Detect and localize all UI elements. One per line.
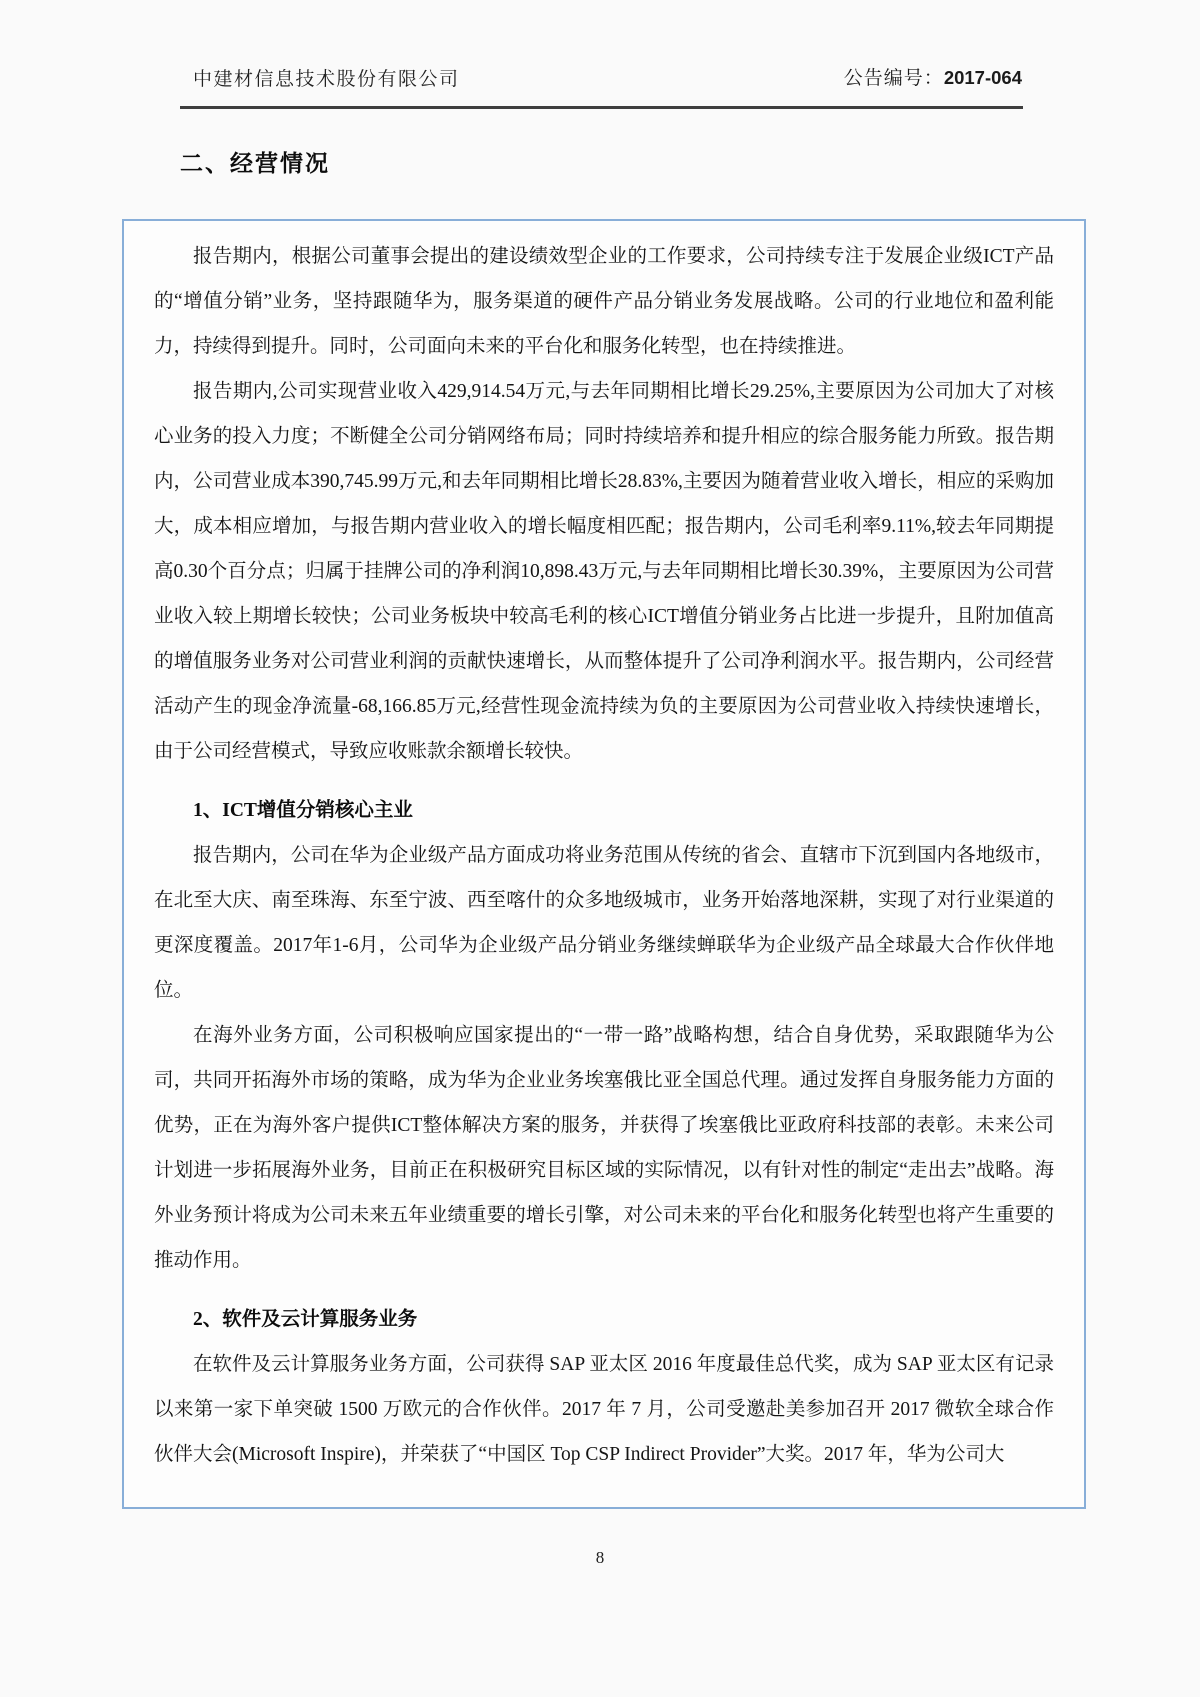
subsection-heading-software-cloud: 2、软件及云计算服务业务 (193, 1309, 418, 1330)
section-title: 二、经营情况 (180, 150, 330, 176)
header-company-name: 中建材信息技术股份有限公司 (193, 69, 460, 90)
paragraph-overview: 报告期内，根据公司董事会提出的建设绩效型企业的工作要求，公司持续专注于发展企业级ICT产品的“增值分销”业务，坚持跟随华为，服务渠道的硬件产品分销业务发展战略。公司的行业地位和盈利能力，持续得到提升。同时，公司面向未来的平台化和服务化转型，也在持续推进。 (154, 246, 1054, 357)
paragraph-financials: 报告期内,公司实现营业收入429,914.54万元,与去年同期相比增长29.25%,主要原因为公司加大了对核心业务的投入力度；不断健全公司分销网络布局；同时持续培养和提升相应的综合服务能力所致。报告期内，公司营业成本390,745.99万元,和去年同期相比增长28.83%,主要因为随着营业收入增长，相应的采购加大，成本相应增加，与报告期内营业收入的增长幅度相匹配；报告期内，公司毛利率9.11%,较去年同期提高0.30个百分点；归属于挂牌公司的净利润10,898.43万元,与去年同期相比增长30.39%，主要原因为公司营业收入较上期增长较快；公司业务板块中较高毛利的核心ICT增值分销业务占比进一步提升，且附加值高的增值服务业务对公司营业利润的贡献快速增长，从而整体提升了公司净利润水平。报告期内，公司经营活动产生的现金净流量-68,166.85万元,经营性现金流持续为负的主要原因为公司营业收入持续快速增长，由于公司经营模式，导致应收账款余额增长较快。 (154, 381, 1054, 762)
paragraph-ict-domestic: 报告期内，公司在华为企业级产品方面成功将业务范围从传统的省会、直辖市下沉到国内各地级市，在北至大庆、南至珠海、东至宁波、西至喀什的众多地级城市，业务开始落地深耕，实现了对行业渠道的更深度覆盖。2017年1-6月，公司华为企业级产品分销业务继续蝉联华为企业级产品全球最大合作伙伴地位。 (154, 845, 1054, 1001)
paragraph-overseas: 在海外业务方面，公司积极响应国家提出的“一带一路”战略构想，结合自身优势，采取跟随华为公司，共同开拓海外市场的策略，成为华为企业业务埃塞俄比亚全国总代理。通过发挥自身服务能力方面的优势，正在为海外客户提供ICT整体解决方案的服务，并获得了埃塞俄比亚政府科技部的表彰。未来公司计划进一步拓展海外业务，目前正在积极研究目标区域的实际情况，以有针对性的制定“走出去”战略。海外业务预计将成为公司未来五年业绩重要的增长引擎，对公司未来的平台化和服务化转型也将产生重要的推动作用。 (154, 1025, 1054, 1271)
header-notice (844, 63, 1022, 90)
subsection-heading-ict: 1、ICT增值分销核心主业 (193, 800, 413, 821)
content-text-box (122, 219, 1086, 1509)
notice-label: 公告编号： (843, 68, 944, 89)
notice-number: 2017-064 (943, 67, 1022, 88)
paragraph-software-cloud: 在软件及云计算服务业务方面，公司获得 SAP 亚太区 2016 年度最佳总代奖，成为 SAP 亚太区有记录以来第一家下单突破 1500 万欧元的合作伙伴。2017 年 7 月，公司受邀赴美参加召开 2017 微软全球合作伙伴大会(Microsoft Inspire)，并荣获了“中国区 Top CSP Indirect Provider”大奖。2017 年，华为公司大 (154, 1354, 1054, 1465)
page-number: 8 (595, 1548, 605, 1567)
header-divider-rule (180, 106, 1023, 109)
